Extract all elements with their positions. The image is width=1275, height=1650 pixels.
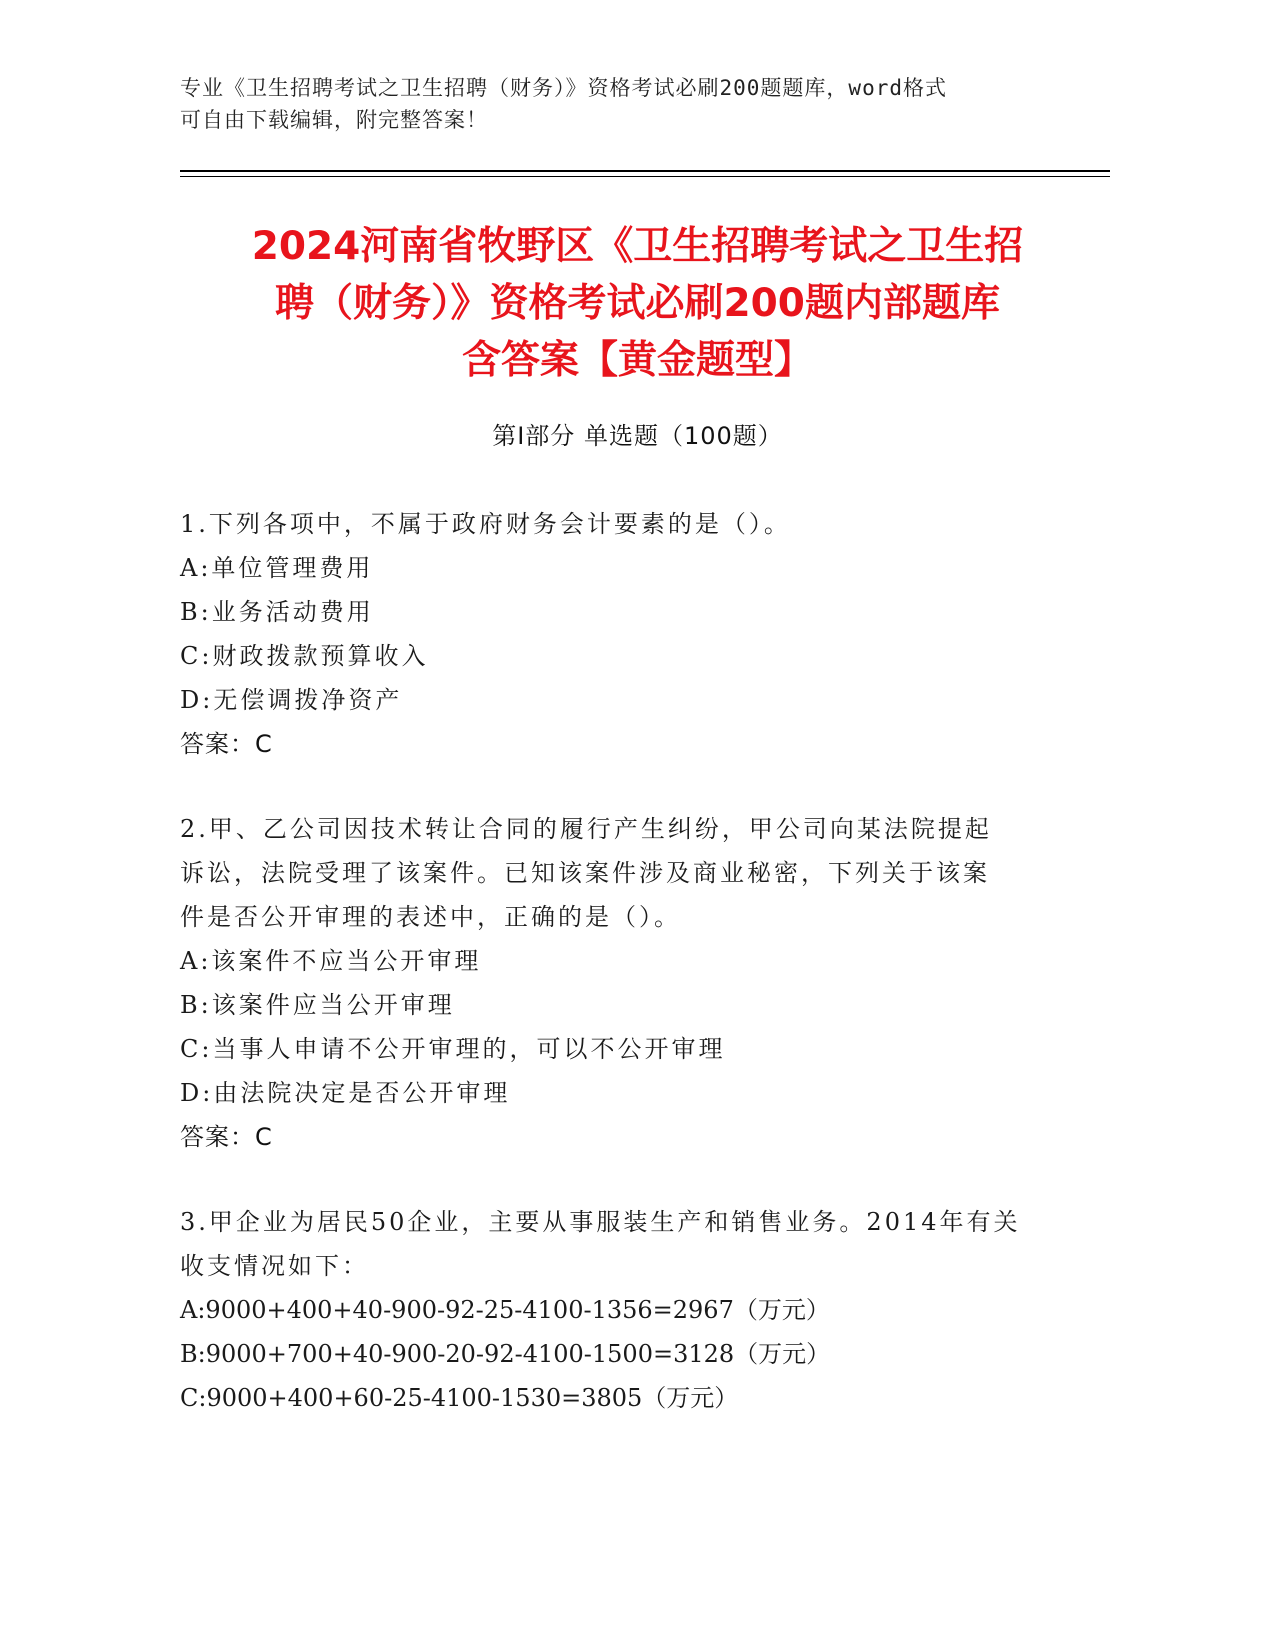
title-line: 2024河南省牧野区《卫生招聘考试之卫生招 [251, 224, 1024, 269]
section-heading: 第Ⅰ部分 单选题（100题） [492, 422, 783, 450]
header-note-line: 可自由下载编辑，附完整答案！ [180, 108, 488, 132]
option-c: C:当事人申请不公开审理的，可以不公开审理 [180, 1035, 726, 1063]
question-3 [180, 1200, 1060, 1420]
option-a: A:该案件不应当公开审理 [180, 947, 482, 975]
option-b: B:9000+700+40-900-20-92-4100-1500=3128（万元） [180, 1340, 831, 1368]
question-stem-line: 诉讼，法院受理了该案件。已知该案件涉及商业秘密，下列关于该案 [180, 859, 990, 887]
header-note-line: 专业《卫生招聘考试之卫生招聘（财务）》资格考试必刷200题题库，word格式 [180, 76, 947, 100]
question-2 [180, 807, 1060, 1159]
header-note [180, 72, 1060, 136]
option-d: D:无偿调拨净资产 [180, 686, 403, 714]
option-c: C:9000+400+60-25-4100-1530=3805（万元） [180, 1384, 739, 1412]
option-d: D:由法院决定是否公开审理 [180, 1079, 511, 1107]
question-stem-line: 2.甲、乙公司因技术转让合同的履行产生纠纷，甲公司向某法院提起 [180, 815, 992, 843]
option-a: A:9000+400+40-900-92-25-4100-1356=2967（万元） [180, 1296, 830, 1324]
question-stem [180, 1200, 1060, 1288]
option-b: B:业务活动费用 [180, 598, 374, 626]
question-stem-line: 1.下列各项中，不属于政府财务会计要素的是（）。 [180, 510, 791, 538]
header-rule-thin [180, 176, 1110, 177]
option-a: A:单位管理费用 [180, 554, 374, 582]
answer: 答案：C [180, 730, 273, 758]
title-line: 聘（财务）》资格考试必刷200题内部题库 [275, 281, 1000, 326]
option-c: C:财政拨款预算收入 [180, 642, 429, 670]
document-title [150, 218, 1125, 389]
question-1 [180, 502, 1060, 766]
question-stem [180, 807, 1060, 939]
question-stem-line: 件是否公开审理的表述中，正确的是（）。 [180, 903, 681, 931]
title-line: 含答案【黄金题型】 [461, 338, 813, 383]
question-stem-line: 收支情况如下： [180, 1252, 369, 1280]
header-rule [180, 170, 1110, 172]
option-b: B:该案件应当公开审理 [180, 991, 455, 1019]
question-stem [180, 502, 1060, 546]
question-stem-line: 3.甲企业为居民50企业，主要从事服装生产和销售业务。2014年有关 [180, 1208, 1021, 1236]
answer: 答案：C [180, 1123, 273, 1151]
